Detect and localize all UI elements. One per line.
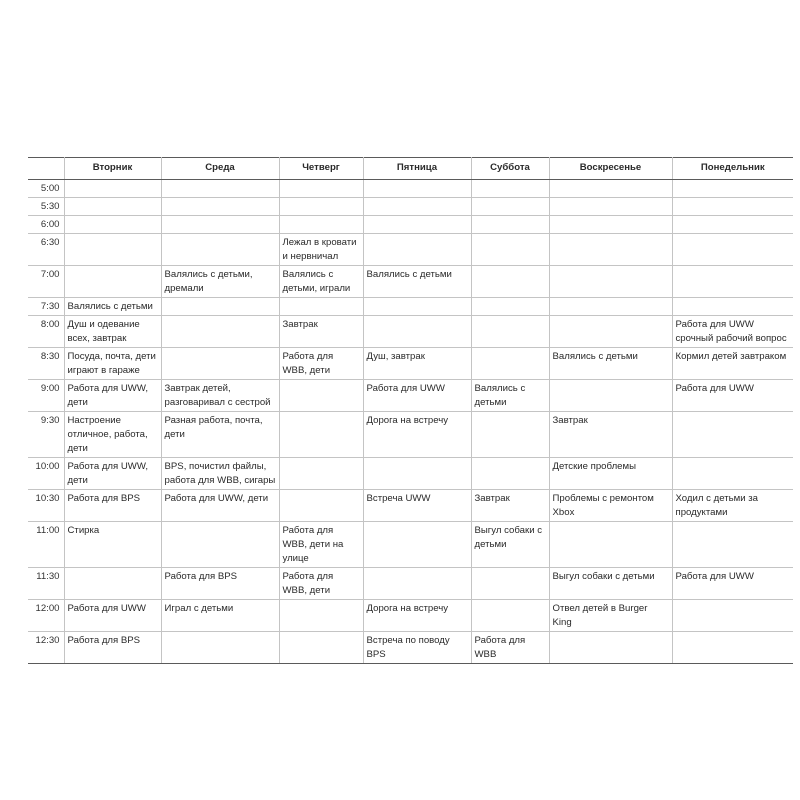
time-cell: 7:30 [28, 298, 64, 316]
schedule-cell [549, 380, 672, 412]
schedule-cell [161, 316, 279, 348]
table-row [28, 522, 793, 568]
table-row [28, 298, 793, 316]
time-cell: 11:00 [28, 522, 64, 568]
table-row [28, 180, 793, 198]
schedule-cell: Душ, завтрак [363, 348, 471, 380]
schedule-cell [363, 234, 471, 266]
schedule-cell: Работа для UWW, дети [161, 490, 279, 522]
schedule-cell: Завтрак [279, 316, 363, 348]
schedule-cell: Работа для UWW, дети [64, 458, 161, 490]
schedule-cell [549, 522, 672, 568]
schedule-cell: Валялись с детьми [64, 298, 161, 316]
day-header-thursday: Четверг [279, 158, 363, 180]
schedule-cell: Валялись с детьми, играли [279, 266, 363, 298]
schedule-cell: Ходил с детьми за продуктами [672, 490, 793, 522]
schedule-cell: Выгул собаки с детьми [471, 522, 549, 568]
weekly-schedule-table [28, 157, 793, 664]
schedule-cell [471, 298, 549, 316]
schedule-cell: Встреча по поводу BPS [363, 632, 471, 664]
schedule-cell: Выгул собаки с детьми [549, 568, 672, 600]
schedule-cell [161, 632, 279, 664]
schedule-cell: Завтрак [549, 412, 672, 458]
schedule-cell [64, 216, 161, 234]
time-cell: 9:30 [28, 412, 64, 458]
schedule-cell [279, 180, 363, 198]
time-cell: 10:30 [28, 490, 64, 522]
schedule-cell [279, 632, 363, 664]
schedule-cell [279, 600, 363, 632]
schedule-cell: Работа для BPS [161, 568, 279, 600]
schedule-cell [363, 216, 471, 234]
schedule-cell [549, 234, 672, 266]
time-cell: 9:00 [28, 380, 64, 412]
time-cell: 12:30 [28, 632, 64, 664]
schedule-cell [672, 216, 793, 234]
schedule-cell [549, 216, 672, 234]
schedule-cell [672, 412, 793, 458]
schedule-cell [279, 216, 363, 234]
schedule-cell: Кормил детей завтраком [672, 348, 793, 380]
schedule-cell: Завтрак детей, разговаривал с сестрой [161, 380, 279, 412]
schedule-cell [672, 266, 793, 298]
time-column-header [28, 158, 64, 180]
table-row [28, 412, 793, 458]
schedule-cell: Играл с детьми [161, 600, 279, 632]
schedule-cell [549, 266, 672, 298]
schedule-cell: BPS, почистил файлы, работа для WBB, сигары [161, 458, 279, 490]
schedule-cell: Завтрак [471, 490, 549, 522]
schedule-cell [161, 298, 279, 316]
schedule-cell [672, 600, 793, 632]
schedule-cell: Валялись с детьми [549, 348, 672, 380]
schedule-cell [549, 180, 672, 198]
schedule-cell: Работа для UWW [672, 380, 793, 412]
schedule-cell [161, 522, 279, 568]
schedule-cell: Работа для WBB [471, 632, 549, 664]
schedule-cell [549, 632, 672, 664]
schedule-cell [64, 180, 161, 198]
schedule-cell [471, 198, 549, 216]
table-row [28, 348, 793, 380]
schedule-cell [363, 458, 471, 490]
table-row [28, 266, 793, 298]
time-cell: 6:30 [28, 234, 64, 266]
time-cell: 12:00 [28, 600, 64, 632]
schedule-cell [672, 198, 793, 216]
schedule-cell [363, 180, 471, 198]
schedule-cell: Валялись с детьми [363, 266, 471, 298]
schedule-cell [471, 316, 549, 348]
table-row [28, 216, 793, 234]
schedule-cell: Валялись с детьми [471, 380, 549, 412]
schedule-cell: Настроение отличное, работа, дети [64, 412, 161, 458]
schedule-cell: Дорога на встречу [363, 600, 471, 632]
schedule-cell: Работа для UWW [672, 568, 793, 600]
schedule-cell: Работа для UWW [64, 600, 161, 632]
day-header-wednesday: Среда [161, 158, 279, 180]
schedule-cell: Работа для WBB, дети на улице [279, 522, 363, 568]
schedule-cell: Дорога на встречу [363, 412, 471, 458]
day-header-saturday: Суббота [471, 158, 549, 180]
schedule-cell [471, 600, 549, 632]
schedule-cell: Встреча UWW [363, 490, 471, 522]
table-row [28, 490, 793, 522]
schedule-cell: Посуда, почта, дети играют в гараже [64, 348, 161, 380]
schedule-cell [161, 180, 279, 198]
time-cell: 8:00 [28, 316, 64, 348]
schedule-cell [64, 234, 161, 266]
schedule-cell: Лежал в кровати и нервничал [279, 234, 363, 266]
schedule-cell [471, 568, 549, 600]
schedule-cell [161, 198, 279, 216]
schedule-cell [471, 216, 549, 234]
time-cell: 7:00 [28, 266, 64, 298]
schedule-cell [672, 632, 793, 664]
schedule-cell: Отвел детей в Burger King [549, 600, 672, 632]
schedule-cell: Работа для WBB, дети [279, 568, 363, 600]
schedule-cell [471, 234, 549, 266]
schedule-cell [279, 412, 363, 458]
schedule-cell: Работа для UWW [363, 380, 471, 412]
table-row [28, 600, 793, 632]
schedule-cell [549, 298, 672, 316]
schedule-cell: Душ и одевание всех, завтрак [64, 316, 161, 348]
time-cell: 10:00 [28, 458, 64, 490]
schedule-cell [471, 180, 549, 198]
schedule-cell [64, 568, 161, 600]
time-cell: 5:00 [28, 180, 64, 198]
schedule-cell [672, 180, 793, 198]
time-cell: 11:30 [28, 568, 64, 600]
table-row [28, 316, 793, 348]
schedule-cell [672, 234, 793, 266]
schedule-cell [363, 522, 471, 568]
schedule-cell [363, 298, 471, 316]
schedule-cell [549, 316, 672, 348]
schedule-cell [363, 316, 471, 348]
schedule-cell: Работа для UWW, дети [64, 380, 161, 412]
schedule-cell [64, 266, 161, 298]
table-row [28, 632, 793, 664]
day-header-sunday: Воскресенье [549, 158, 672, 180]
schedule-cell [279, 380, 363, 412]
schedule-cell [471, 266, 549, 298]
schedule-cell: Проблемы с ремонтом Xbox [549, 490, 672, 522]
table-row [28, 458, 793, 490]
table-row [28, 234, 793, 266]
table-row [28, 568, 793, 600]
schedule-cell: Работа для WBB, дети [279, 348, 363, 380]
schedule-cell [471, 348, 549, 380]
day-header-friday: Пятница [363, 158, 471, 180]
schedule-cell: Работа для BPS [64, 490, 161, 522]
schedule-cell [279, 298, 363, 316]
schedule-cell [363, 568, 471, 600]
schedule-cell [471, 412, 549, 458]
schedule-cell [471, 458, 549, 490]
time-cell: 6:00 [28, 216, 64, 234]
schedule-cell: Работа для BPS [64, 632, 161, 664]
schedule-cell: Валялись с детьми, дремали [161, 266, 279, 298]
day-header-tuesday: Вторник [64, 158, 161, 180]
schedule-cell [549, 198, 672, 216]
header-row [28, 158, 793, 180]
schedule-cell [363, 198, 471, 216]
schedule-cell [279, 490, 363, 522]
schedule-cell [672, 298, 793, 316]
schedule-cell [64, 198, 161, 216]
schedule-cell [161, 216, 279, 234]
schedule-cell [161, 348, 279, 380]
schedule-cell: Стирка [64, 522, 161, 568]
table-row [28, 380, 793, 412]
table-row [28, 198, 793, 216]
schedule-cell [672, 458, 793, 490]
schedule-cell: Работа для UWW срочный рабочий вопрос [672, 316, 793, 348]
schedule-cell [279, 458, 363, 490]
time-cell: 5:30 [28, 198, 64, 216]
schedule-cell [279, 198, 363, 216]
schedule-cell: Детские проблемы [549, 458, 672, 490]
schedule-cell [161, 234, 279, 266]
time-cell: 8:30 [28, 348, 64, 380]
day-header-monday: Понедельник [672, 158, 793, 180]
schedule-cell: Разная работа, почта, дети [161, 412, 279, 458]
schedule-cell [672, 522, 793, 568]
